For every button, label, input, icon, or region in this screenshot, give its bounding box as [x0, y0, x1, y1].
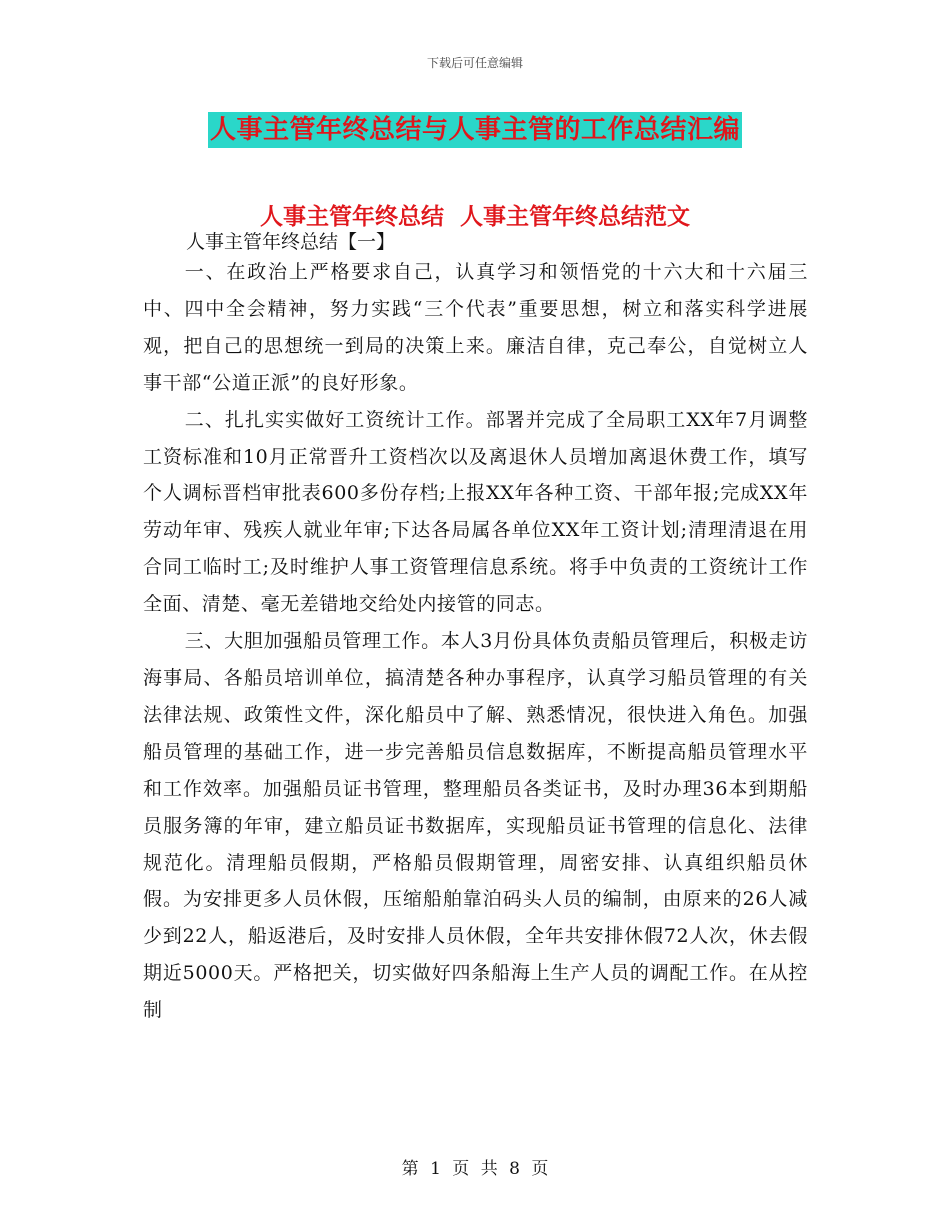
header-note: 下载后可任意编辑 — [426, 56, 523, 70]
main-title: 人事主管年终总结与人事主管的工作总结汇编 — [208, 112, 742, 148]
section-heading: 人事主管年终总结【一】 — [186, 231, 396, 253]
sub-title: 人事主管年终总结 人事主管年终总结范文 — [259, 203, 690, 230]
page-footer: 第 1 页 共 8 页 — [401, 1159, 549, 1179]
paragraph-1: 一、在政治上严格要求自己，认真学习和领悟党的十六大和十六届三中、四中全会精神，努力实践“三个代表”重要思想，树立和落实科学进展观，把自己的思想统一到局的决策上来。廉洁自律，克己奉公，自觉树立人事干部“公道正派”的良好形象。 — [143, 261, 808, 394]
main-title-wrap — [0, 112, 950, 148]
paragraph-2: 二、扎扎实实做好工资统计工作。部署并完成了全局职工XX年7月调整工资标准和10月正常晋升工资档次以及离退休人员增加离退休费工作，填写个人调标晋档审批表600多份存档;上报XX年各种工资、干部年报;完成XX年劳动年审、残疾人就业年审;下达各局属各单位XX年工资计划;清理清退在用合同工临时工;及时维护人事工资管理信息系统。将手中负责的工资统计工作全面、清楚、毫无差错地交给处内接管的同志。 — [143, 408, 808, 616]
document-body — [143, 254, 808, 1029]
paragraph-3: 三、大胆加强船员管理工作。本人3月份具体负责船员管理后，积极走访海事局、各船员培训单位，搞清楚各种办事程序，认真学习船员管理的有关法律法规、政策性文件，深化船员中了解、熟悉情况，很快进入角色。加强船员管理的基础工作，进一步完善船员信息数据库，不断提高船员管理水平和工作效率。加强船员证书管理，整理船员各类证书，及时办理36本到期船员服务簿的年审，建立船员证书数据库，实现船员证书管理的信息化、法律规范化。清理船员假期，严格船员假期管理，周密安排、认真组织船员休假。为安排更多人员休假，压缩船舶靠泊码头人员的编制，由原来的26人减少到22人，船返港后，及时安排人员休假，全年共安排休假72人次，休去假期近5000天。严格把关，切实做好四条船海上生产人员的调配工作。在从控制 — [143, 630, 808, 1022]
